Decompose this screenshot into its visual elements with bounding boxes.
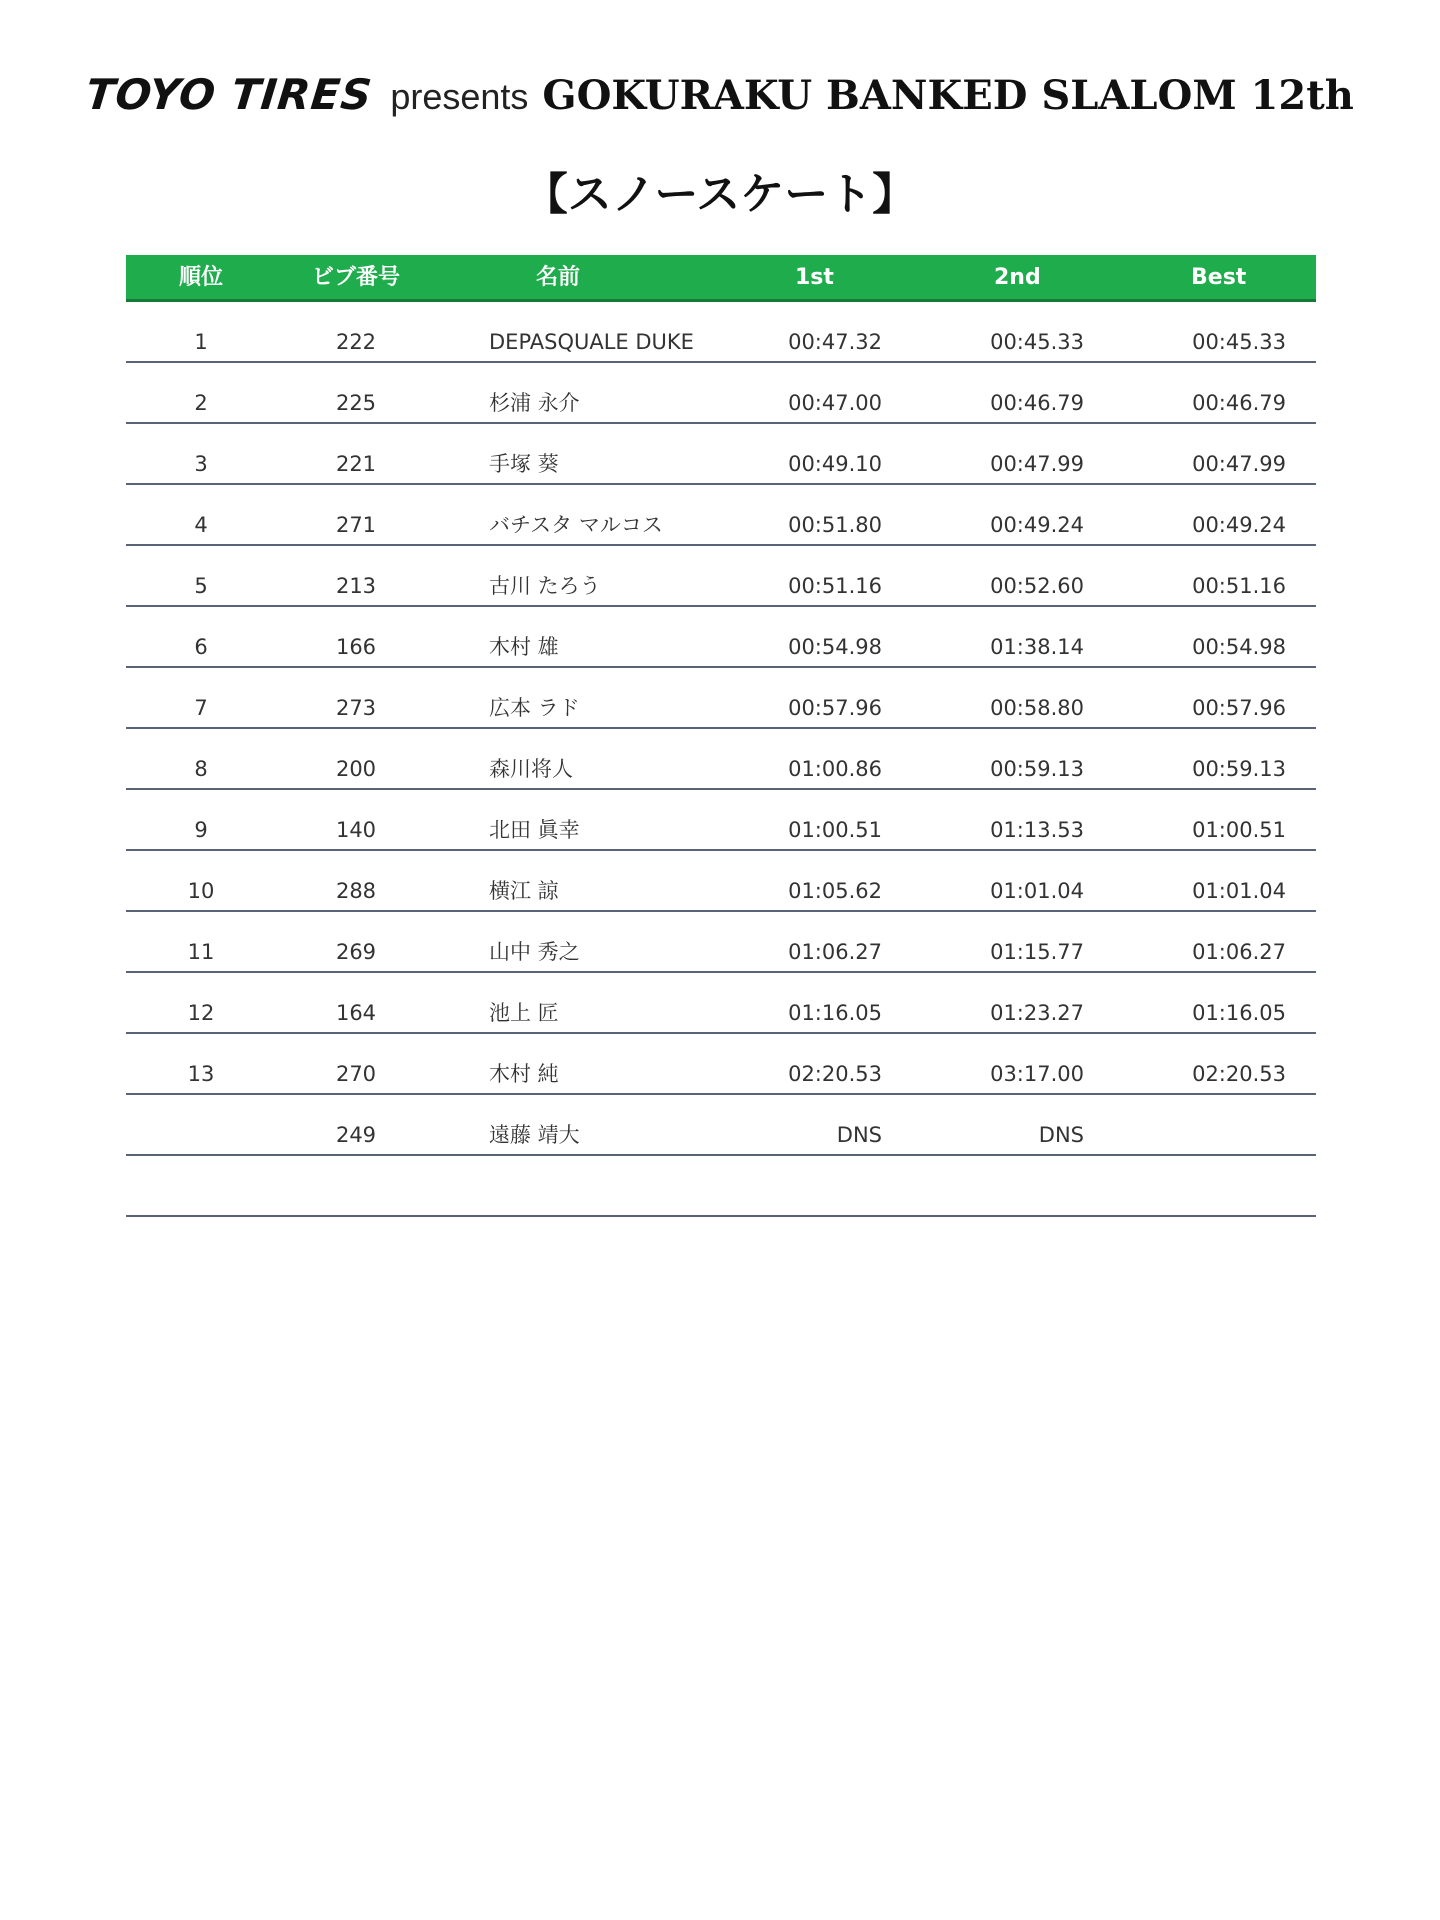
cell-bib: 271 [335, 513, 377, 537]
cell-2nd: 01:23.27 [990, 1001, 1084, 1025]
cell-rank: 13 [187, 1062, 215, 1086]
cell-1st: 00:54.98 [788, 635, 882, 659]
cell-rank: 1 [194, 330, 208, 354]
cell-2nd: 00:46.79 [990, 391, 1084, 415]
cell-1st: 00:49.10 [788, 452, 882, 476]
col-header-name: 名前 [536, 265, 581, 290]
cell-rank: 11 [187, 940, 215, 964]
cell-best: 00:49.24 [1192, 513, 1286, 537]
cell-best: 00:57.96 [1192, 696, 1286, 720]
cell-name: 杉浦 永介 [489, 391, 580, 415]
col-header-2nd: 2nd [994, 265, 1041, 290]
cell-name: 広本 ラド [489, 696, 580, 720]
cell-bib: 213 [335, 574, 377, 598]
results-table [126, 255, 1316, 1217]
cell-1st: 00:51.16 [788, 574, 882, 598]
presents-text: presents [390, 76, 529, 117]
category-title: 【スノースケート】 [523, 169, 917, 220]
table-row [126, 851, 1316, 912]
cell-bib: 222 [335, 330, 377, 354]
cell-name: バチスタ マルコス [489, 513, 663, 537]
table-row [126, 912, 1316, 973]
cell-bib: 273 [335, 696, 377, 720]
cell-2nd: 01:01.04 [990, 879, 1084, 903]
table-row [126, 302, 1316, 363]
cell-bib: 249 [335, 1123, 377, 1147]
cell-best: 01:00.51 [1192, 818, 1286, 842]
cell-best: 00:51.16 [1192, 574, 1286, 598]
cell-rank: 4 [194, 513, 208, 537]
cell-rank: 9 [194, 818, 208, 842]
cell-1st: 01:00.51 [788, 818, 882, 842]
page-header [0, 70, 1440, 119]
cell-name: 木村 純 [489, 1062, 559, 1086]
cell-1st: 00:57.96 [788, 696, 882, 720]
col-header-bib: ビブ番号 [311, 265, 400, 290]
table-body [126, 302, 1316, 1217]
cell-1st: 01:16.05 [788, 1001, 882, 1025]
cell-name: DEPASQUALE DUKE [489, 330, 694, 354]
brand-logo: TOYO TIRES [83, 70, 375, 119]
table-row [126, 668, 1316, 729]
cell-best: 00:45.33 [1192, 330, 1286, 354]
col-header-1st: 1st [795, 265, 834, 290]
cell-bib: 200 [335, 757, 377, 781]
cell-bib: 288 [335, 879, 377, 903]
cell-2nd: 01:13.53 [990, 818, 1084, 842]
cell-name: 北田 眞幸 [489, 818, 580, 842]
cell-1st: 00:51.80 [788, 513, 882, 537]
cell-1st: 01:00.86 [788, 757, 882, 781]
cell-2nd: DNS [1038, 1123, 1084, 1147]
cell-1st: 00:47.32 [788, 330, 882, 354]
cell-best: 00:47.99 [1192, 452, 1286, 476]
cell-rank: 7 [194, 696, 208, 720]
cell-best: 02:20.53 [1192, 1062, 1286, 1086]
cell-2nd: 03:17.00 [990, 1062, 1084, 1086]
table-row [126, 424, 1316, 485]
cell-best: 01:01.04 [1192, 879, 1286, 903]
cell-bib: 225 [335, 391, 377, 415]
cell-2nd: 01:15.77 [990, 940, 1084, 964]
table-row [126, 607, 1316, 668]
cell-best: 01:06.27 [1192, 940, 1286, 964]
cell-1st: 01:06.27 [788, 940, 882, 964]
cell-rank: 3 [194, 452, 208, 476]
cell-best: 00:54.98 [1192, 635, 1286, 659]
cell-1st: DNS [836, 1123, 882, 1147]
cell-2nd: 00:58.80 [990, 696, 1084, 720]
cell-rank: 6 [194, 635, 208, 659]
table-row [126, 973, 1316, 1034]
table-row [126, 363, 1316, 424]
cell-rank: 12 [187, 1001, 215, 1025]
cell-rank: 5 [194, 574, 208, 598]
cell-2nd: 01:38.14 [990, 635, 1084, 659]
table-row [126, 1034, 1316, 1095]
table-header [126, 255, 1316, 302]
cell-bib: 140 [335, 818, 377, 842]
cell-name: 手塚 葵 [489, 452, 559, 476]
table-row [126, 729, 1316, 790]
cell-bib: 164 [335, 1001, 377, 1025]
event-title: GOKURAKU BANKED SLALOM 12th [542, 72, 1354, 119]
table-row [126, 485, 1316, 546]
cell-rank: 8 [194, 757, 208, 781]
cell-2nd: 00:59.13 [990, 757, 1084, 781]
cell-rank: 2 [194, 391, 208, 415]
col-header-best: Best [1191, 265, 1247, 290]
cell-2nd: 00:45.33 [990, 330, 1084, 354]
cell-1st: 01:05.62 [788, 879, 882, 903]
cell-bib: 269 [335, 940, 377, 964]
cell-bib: 270 [335, 1062, 377, 1086]
table-row [126, 1156, 1316, 1217]
cell-bib: 221 [335, 452, 377, 476]
cell-2nd: 00:52.60 [990, 574, 1084, 598]
cell-2nd: 00:49.24 [990, 513, 1084, 537]
cell-1st: 02:20.53 [788, 1062, 882, 1086]
cell-name: 木村 雄 [489, 635, 559, 659]
table-row [126, 546, 1316, 607]
cell-name: 遠藤 靖大 [489, 1123, 580, 1147]
cell-best: 00:59.13 [1192, 757, 1286, 781]
cell-rank: 10 [187, 879, 215, 903]
cell-name: 森川将人 [489, 757, 573, 781]
col-header-rank: 順位 [178, 265, 223, 290]
cell-1st: 00:47.00 [788, 391, 882, 415]
cell-name: 山中 秀之 [489, 940, 580, 964]
table-row [126, 1095, 1316, 1156]
cell-bib: 166 [335, 635, 377, 659]
table-row [126, 790, 1316, 851]
cell-2nd: 00:47.99 [990, 452, 1084, 476]
cell-name: 横江 諒 [489, 879, 559, 903]
cell-name: 池上 匠 [489, 1001, 559, 1025]
cell-best: 01:16.05 [1192, 1001, 1286, 1025]
cell-best: 00:46.79 [1192, 391, 1286, 415]
cell-name: 古川 たろう [489, 574, 601, 598]
